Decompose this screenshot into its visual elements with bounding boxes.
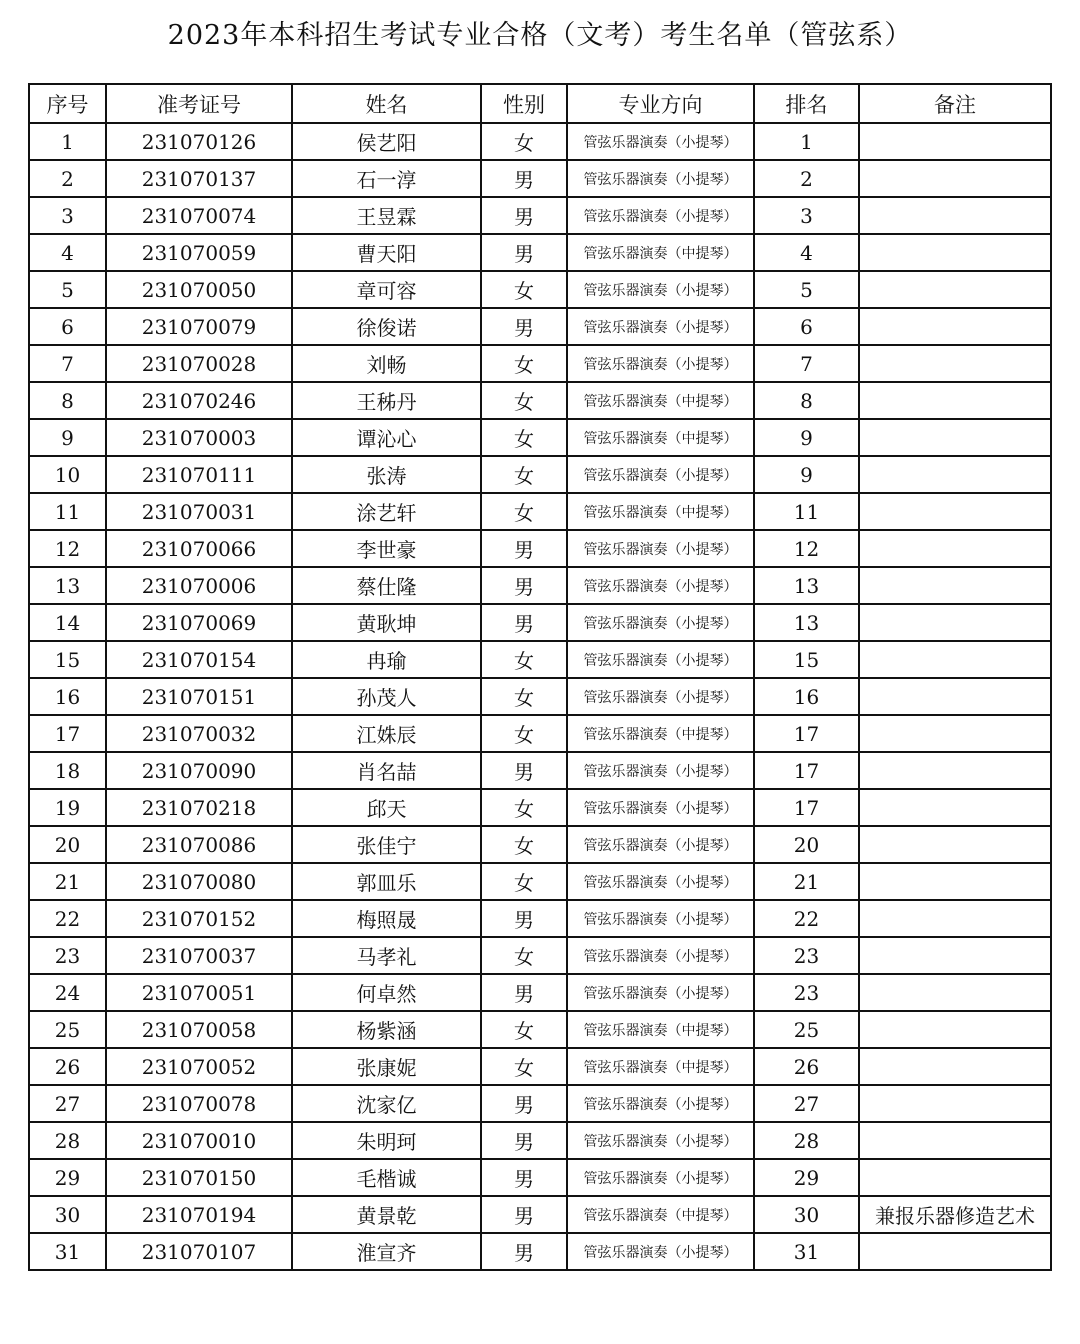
cell-rank: 12 bbox=[754, 530, 859, 567]
cell-note bbox=[859, 678, 1051, 715]
cell-major: 管弦乐器演奏（小提琴） bbox=[567, 160, 754, 197]
cell-major: 管弦乐器演奏（中提琴） bbox=[567, 234, 754, 271]
cell-major: 管弦乐器演奏（小提琴） bbox=[567, 789, 754, 826]
table-row bbox=[29, 1085, 1051, 1122]
cell-exam-id: 231070031 bbox=[106, 493, 292, 530]
cell-gender: 女 bbox=[481, 678, 567, 715]
cell-gender: 男 bbox=[481, 1122, 567, 1159]
table-row bbox=[29, 345, 1051, 382]
cell-no: 28 bbox=[29, 1122, 106, 1159]
cell-gender: 男 bbox=[481, 1159, 567, 1196]
table-row bbox=[29, 900, 1051, 937]
cell-exam-id: 231070111 bbox=[106, 456, 292, 493]
cell-rank: 6 bbox=[754, 308, 859, 345]
cell-gender: 女 bbox=[481, 456, 567, 493]
cell-no: 23 bbox=[29, 937, 106, 974]
cell-gender: 男 bbox=[481, 1196, 567, 1233]
table-row bbox=[29, 1122, 1051, 1159]
cell-rank: 9 bbox=[754, 456, 859, 493]
cell-exam-id: 231070246 bbox=[106, 382, 292, 419]
cell-major: 管弦乐器演奏（中提琴） bbox=[567, 715, 754, 752]
cell-note bbox=[859, 1159, 1051, 1196]
cell-no: 19 bbox=[29, 789, 106, 826]
cell-exam-id: 231070079 bbox=[106, 308, 292, 345]
cell-rank: 17 bbox=[754, 715, 859, 752]
cell-note: 兼报乐器修造艺术 bbox=[859, 1196, 1051, 1233]
table-row bbox=[29, 1233, 1051, 1270]
cell-major: 管弦乐器演奏（小提琴） bbox=[567, 937, 754, 974]
cell-exam-id: 231070058 bbox=[106, 1011, 292, 1048]
cell-no: 6 bbox=[29, 308, 106, 345]
cell-name: 毛楷诚 bbox=[292, 1159, 481, 1196]
table-row bbox=[29, 1048, 1051, 1085]
cell-name: 黄景乾 bbox=[292, 1196, 481, 1233]
cell-name: 谭沁心 bbox=[292, 419, 481, 456]
cell-rank: 13 bbox=[754, 604, 859, 641]
cell-name: 江姝辰 bbox=[292, 715, 481, 752]
cell-no: 29 bbox=[29, 1159, 106, 1196]
cell-exam-id: 231070028 bbox=[106, 345, 292, 382]
cell-note bbox=[859, 123, 1051, 160]
table-row bbox=[29, 493, 1051, 530]
cell-name: 涂艺轩 bbox=[292, 493, 481, 530]
cell-gender: 女 bbox=[481, 345, 567, 382]
cell-no: 25 bbox=[29, 1011, 106, 1048]
cell-rank: 9 bbox=[754, 419, 859, 456]
cell-gender: 男 bbox=[481, 234, 567, 271]
cell-major: 管弦乐器演奏（小提琴） bbox=[567, 345, 754, 382]
cell-name: 黄耿坤 bbox=[292, 604, 481, 641]
document-title: 2023年本科招生考试专业合格（文考）考生名单（管弦系） bbox=[167, 20, 913, 51]
cell-exam-id: 231070154 bbox=[106, 641, 292, 678]
table-row bbox=[29, 604, 1051, 641]
cell-no: 18 bbox=[29, 752, 106, 789]
table-row bbox=[29, 752, 1051, 789]
cell-name: 马孝礼 bbox=[292, 937, 481, 974]
cell-note bbox=[859, 900, 1051, 937]
cell-note bbox=[859, 197, 1051, 234]
cell-no: 16 bbox=[29, 678, 106, 715]
cell-gender: 女 bbox=[481, 715, 567, 752]
cell-exam-id: 231070010 bbox=[106, 1122, 292, 1159]
cell-major: 管弦乐器演奏（中提琴） bbox=[567, 1196, 754, 1233]
cell-gender: 男 bbox=[481, 530, 567, 567]
table-row bbox=[29, 160, 1051, 197]
table-row bbox=[29, 863, 1051, 900]
cell-note bbox=[859, 1122, 1051, 1159]
cell-no: 30 bbox=[29, 1196, 106, 1233]
cell-note bbox=[859, 308, 1051, 345]
header-name: 姓名 bbox=[292, 84, 481, 123]
cell-note bbox=[859, 604, 1051, 641]
cell-exam-id: 231070059 bbox=[106, 234, 292, 271]
cell-name: 王昱霖 bbox=[292, 197, 481, 234]
cell-name: 梅照晟 bbox=[292, 900, 481, 937]
cell-note bbox=[859, 1048, 1051, 1085]
cell-major: 管弦乐器演奏（小提琴） bbox=[567, 678, 754, 715]
cell-note bbox=[859, 826, 1051, 863]
cell-gender: 男 bbox=[481, 752, 567, 789]
cell-exam-id: 231070194 bbox=[106, 1196, 292, 1233]
cell-major: 管弦乐器演奏（小提琴） bbox=[567, 900, 754, 937]
cell-exam-id: 231070090 bbox=[106, 752, 292, 789]
cell-no: 26 bbox=[29, 1048, 106, 1085]
cell-exam-id: 231070151 bbox=[106, 678, 292, 715]
cell-gender: 男 bbox=[481, 1233, 567, 1270]
cell-rank: 22 bbox=[754, 900, 859, 937]
header-gender: 性别 bbox=[481, 84, 567, 123]
cell-name: 李世豪 bbox=[292, 530, 481, 567]
cell-major: 管弦乐器演奏（小提琴） bbox=[567, 530, 754, 567]
cell-exam-id: 231070218 bbox=[106, 789, 292, 826]
cell-gender: 女 bbox=[481, 419, 567, 456]
cell-no: 22 bbox=[29, 900, 106, 937]
cell-major: 管弦乐器演奏（小提琴） bbox=[567, 752, 754, 789]
table-row bbox=[29, 456, 1051, 493]
cell-gender: 男 bbox=[481, 604, 567, 641]
cell-major: 管弦乐器演奏（小提琴） bbox=[567, 1122, 754, 1159]
cell-rank: 23 bbox=[754, 937, 859, 974]
cell-gender: 女 bbox=[481, 641, 567, 678]
cell-gender: 女 bbox=[481, 1048, 567, 1085]
cell-note bbox=[859, 530, 1051, 567]
cell-no: 2 bbox=[29, 160, 106, 197]
cell-name: 蔡仕隆 bbox=[292, 567, 481, 604]
cell-note bbox=[859, 456, 1051, 493]
cell-name: 何卓然 bbox=[292, 974, 481, 1011]
cell-exam-id: 231070050 bbox=[106, 271, 292, 308]
cell-exam-id: 231070086 bbox=[106, 826, 292, 863]
cell-gender: 女 bbox=[481, 271, 567, 308]
cell-gender: 女 bbox=[481, 493, 567, 530]
cell-no: 27 bbox=[29, 1085, 106, 1122]
cell-major: 管弦乐器演奏（小提琴） bbox=[567, 826, 754, 863]
cell-no: 4 bbox=[29, 234, 106, 271]
cell-rank: 7 bbox=[754, 345, 859, 382]
cell-rank: 13 bbox=[754, 567, 859, 604]
cell-note bbox=[859, 419, 1051, 456]
cell-no: 9 bbox=[29, 419, 106, 456]
cell-exam-id: 231070152 bbox=[106, 900, 292, 937]
candidate-table bbox=[28, 83, 1052, 1271]
cell-name: 章可容 bbox=[292, 271, 481, 308]
cell-major: 管弦乐器演奏（小提琴） bbox=[567, 604, 754, 641]
cell-rank: 8 bbox=[754, 382, 859, 419]
table-row bbox=[29, 123, 1051, 160]
table-row bbox=[29, 641, 1051, 678]
header-major: 专业方向 bbox=[567, 84, 754, 123]
cell-gender: 女 bbox=[481, 863, 567, 900]
cell-name: 石一淳 bbox=[292, 160, 481, 197]
cell-exam-id: 231070066 bbox=[106, 530, 292, 567]
cell-rank: 17 bbox=[754, 789, 859, 826]
cell-rank: 3 bbox=[754, 197, 859, 234]
cell-no: 7 bbox=[29, 345, 106, 382]
cell-note bbox=[859, 1085, 1051, 1122]
cell-exam-id: 231070069 bbox=[106, 604, 292, 641]
cell-rank: 25 bbox=[754, 1011, 859, 1048]
cell-note bbox=[859, 567, 1051, 604]
cell-no: 21 bbox=[29, 863, 106, 900]
cell-name: 王秭丹 bbox=[292, 382, 481, 419]
cell-exam-id: 231070080 bbox=[106, 863, 292, 900]
cell-rank: 4 bbox=[754, 234, 859, 271]
cell-no: 14 bbox=[29, 604, 106, 641]
cell-no: 13 bbox=[29, 567, 106, 604]
cell-exam-id: 231070037 bbox=[106, 937, 292, 974]
cell-gender: 女 bbox=[481, 826, 567, 863]
cell-rank: 28 bbox=[754, 1122, 859, 1159]
cell-exam-id: 231070107 bbox=[106, 1233, 292, 1270]
cell-note bbox=[859, 641, 1051, 678]
cell-gender: 男 bbox=[481, 308, 567, 345]
cell-no: 20 bbox=[29, 826, 106, 863]
cell-no: 31 bbox=[29, 1233, 106, 1270]
table-row bbox=[29, 937, 1051, 974]
cell-exam-id: 231070137 bbox=[106, 160, 292, 197]
cell-name: 杨紫涵 bbox=[292, 1011, 481, 1048]
cell-gender: 男 bbox=[481, 567, 567, 604]
cell-no: 10 bbox=[29, 456, 106, 493]
cell-name: 孙茂人 bbox=[292, 678, 481, 715]
cell-name: 朱明珂 bbox=[292, 1122, 481, 1159]
cell-no: 11 bbox=[29, 493, 106, 530]
cell-rank: 16 bbox=[754, 678, 859, 715]
cell-gender: 女 bbox=[481, 789, 567, 826]
cell-rank: 23 bbox=[754, 974, 859, 1011]
cell-note bbox=[859, 863, 1051, 900]
cell-name: 郭皿乐 bbox=[292, 863, 481, 900]
table-row bbox=[29, 715, 1051, 752]
table-row bbox=[29, 197, 1051, 234]
cell-name: 张康妮 bbox=[292, 1048, 481, 1085]
cell-no: 15 bbox=[29, 641, 106, 678]
cell-no: 24 bbox=[29, 974, 106, 1011]
table-row bbox=[29, 419, 1051, 456]
cell-exam-id: 231070052 bbox=[106, 1048, 292, 1085]
cell-note bbox=[859, 345, 1051, 382]
table-row bbox=[29, 789, 1051, 826]
cell-major: 管弦乐器演奏（中提琴） bbox=[567, 419, 754, 456]
cell-note bbox=[859, 382, 1051, 419]
cell-name: 淮宣齐 bbox=[292, 1233, 481, 1270]
cell-note bbox=[859, 752, 1051, 789]
cell-gender: 男 bbox=[481, 160, 567, 197]
cell-major: 管弦乐器演奏（小提琴） bbox=[567, 1085, 754, 1122]
table-row bbox=[29, 308, 1051, 345]
cell-name: 侯艺阳 bbox=[292, 123, 481, 160]
table-row bbox=[29, 382, 1051, 419]
cell-major: 管弦乐器演奏（中提琴） bbox=[567, 382, 754, 419]
cell-rank: 1 bbox=[754, 123, 859, 160]
cell-gender: 男 bbox=[481, 1085, 567, 1122]
table-header-row bbox=[29, 84, 1051, 123]
cell-major: 管弦乐器演奏（小提琴） bbox=[567, 863, 754, 900]
table-row bbox=[29, 1159, 1051, 1196]
cell-rank: 2 bbox=[754, 160, 859, 197]
cell-rank: 27 bbox=[754, 1085, 859, 1122]
cell-rank: 5 bbox=[754, 271, 859, 308]
cell-name: 徐俊诺 bbox=[292, 308, 481, 345]
table-row bbox=[29, 826, 1051, 863]
cell-gender: 男 bbox=[481, 900, 567, 937]
cell-note bbox=[859, 715, 1051, 752]
cell-major: 管弦乐器演奏（中提琴） bbox=[567, 1048, 754, 1085]
cell-major: 管弦乐器演奏（小提琴） bbox=[567, 308, 754, 345]
cell-major: 管弦乐器演奏（中提琴） bbox=[567, 1011, 754, 1048]
cell-major: 管弦乐器演奏（小提琴） bbox=[567, 567, 754, 604]
cell-exam-id: 231070006 bbox=[106, 567, 292, 604]
cell-major: 管弦乐器演奏（小提琴） bbox=[567, 974, 754, 1011]
cell-note bbox=[859, 937, 1051, 974]
cell-gender: 女 bbox=[481, 123, 567, 160]
cell-rank: 21 bbox=[754, 863, 859, 900]
cell-note bbox=[859, 160, 1051, 197]
cell-note bbox=[859, 974, 1051, 1011]
cell-major: 管弦乐器演奏（小提琴） bbox=[567, 1159, 754, 1196]
header-no: 序号 bbox=[29, 84, 106, 123]
cell-note bbox=[859, 1233, 1051, 1270]
table-row bbox=[29, 234, 1051, 271]
cell-major: 管弦乐器演奏（小提琴） bbox=[567, 456, 754, 493]
cell-note bbox=[859, 789, 1051, 826]
table-body bbox=[29, 123, 1051, 1270]
cell-name: 沈家亿 bbox=[292, 1085, 481, 1122]
cell-rank: 31 bbox=[754, 1233, 859, 1270]
cell-rank: 20 bbox=[754, 826, 859, 863]
cell-note bbox=[859, 271, 1051, 308]
cell-name: 刘畅 bbox=[292, 345, 481, 382]
cell-name: 曹天阳 bbox=[292, 234, 481, 271]
cell-note bbox=[859, 234, 1051, 271]
cell-note bbox=[859, 493, 1051, 530]
table-row bbox=[29, 271, 1051, 308]
table-row bbox=[29, 678, 1051, 715]
cell-major: 管弦乐器演奏（小提琴） bbox=[567, 123, 754, 160]
cell-major: 管弦乐器演奏（小提琴） bbox=[567, 641, 754, 678]
cell-no: 3 bbox=[29, 197, 106, 234]
cell-gender: 男 bbox=[481, 974, 567, 1011]
cell-rank: 15 bbox=[754, 641, 859, 678]
cell-name: 冉瑜 bbox=[292, 641, 481, 678]
cell-exam-id: 231070078 bbox=[106, 1085, 292, 1122]
cell-note bbox=[859, 1011, 1051, 1048]
cell-exam-id: 231070126 bbox=[106, 123, 292, 160]
cell-major: 管弦乐器演奏（中提琴） bbox=[567, 493, 754, 530]
cell-major: 管弦乐器演奏（小提琴） bbox=[567, 197, 754, 234]
cell-rank: 30 bbox=[754, 1196, 859, 1233]
table-row bbox=[29, 1196, 1051, 1233]
cell-rank: 17 bbox=[754, 752, 859, 789]
cell-no: 5 bbox=[29, 271, 106, 308]
cell-exam-id: 231070051 bbox=[106, 974, 292, 1011]
table-row bbox=[29, 1011, 1051, 1048]
cell-gender: 女 bbox=[481, 1011, 567, 1048]
cell-major: 管弦乐器演奏（小提琴） bbox=[567, 271, 754, 308]
header-exam-id: 准考证号 bbox=[106, 84, 292, 123]
cell-exam-id: 231070150 bbox=[106, 1159, 292, 1196]
cell-no: 12 bbox=[29, 530, 106, 567]
cell-exam-id: 231070074 bbox=[106, 197, 292, 234]
cell-exam-id: 231070032 bbox=[106, 715, 292, 752]
table-row bbox=[29, 530, 1051, 567]
cell-rank: 29 bbox=[754, 1159, 859, 1196]
cell-name: 张涛 bbox=[292, 456, 481, 493]
cell-gender: 男 bbox=[481, 197, 567, 234]
cell-rank: 26 bbox=[754, 1048, 859, 1085]
header-rank: 排名 bbox=[754, 84, 859, 123]
cell-no: 17 bbox=[29, 715, 106, 752]
cell-name: 肖名喆 bbox=[292, 752, 481, 789]
cell-name: 张佳宁 bbox=[292, 826, 481, 863]
cell-no: 1 bbox=[29, 123, 106, 160]
cell-major: 管弦乐器演奏（小提琴） bbox=[567, 1233, 754, 1270]
cell-no: 8 bbox=[29, 382, 106, 419]
table-row bbox=[29, 974, 1051, 1011]
cell-name: 邱天 bbox=[292, 789, 481, 826]
cell-rank: 11 bbox=[754, 493, 859, 530]
header-note: 备注 bbox=[859, 84, 1051, 123]
table-row bbox=[29, 567, 1051, 604]
cell-gender: 女 bbox=[481, 382, 567, 419]
cell-exam-id: 231070003 bbox=[106, 419, 292, 456]
cell-gender: 女 bbox=[481, 937, 567, 974]
